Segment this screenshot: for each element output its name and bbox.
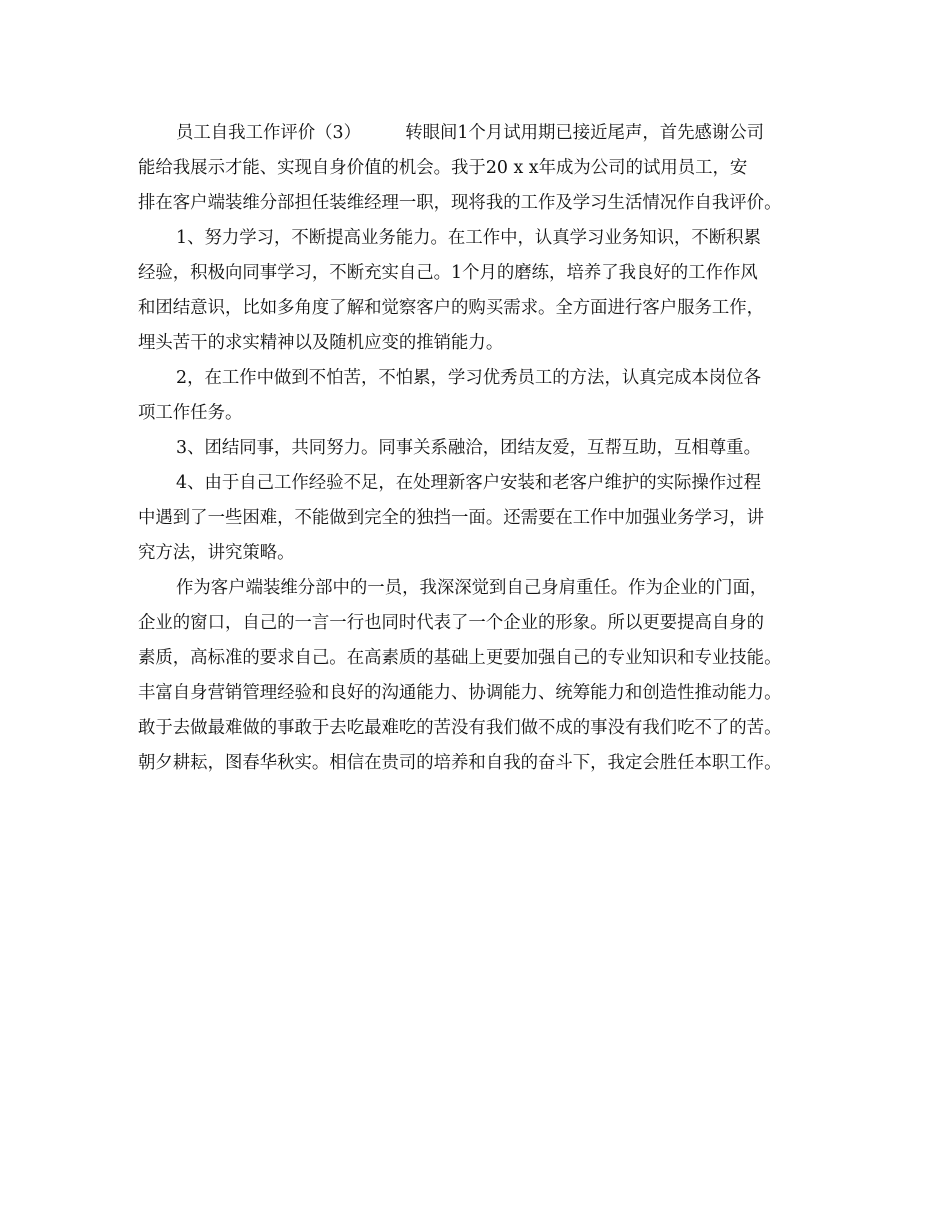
text-line: 素质，高标准的要求自己。在高素质的基础上更要加强自己的专业知识和专业技能。 <box>138 648 782 668</box>
text-line: 企业的窗口，自己的一言一行也同时代表了一个企业的形象。所以更要提高自身的 <box>138 613 765 633</box>
text-line: 能给我展示才能、实现自身价值的机会。我于20 x x年成为公司的试用员工，安 <box>138 158 748 178</box>
text-line: 埋头苦干的求实精神以及随机应变的推销能力。 <box>138 333 504 353</box>
text-line: 排在客户端装维分部担任装维经理一职，现将我的工作及学习生活情况作自我评价。 <box>138 193 782 213</box>
text-line: 丰富自身营销管理经验和良好的沟通能力、协调能力、统筹能力和创造性推动能力。 <box>138 683 782 703</box>
text-line: 3、团结同事，共同努力。同事关系融洽，团结友爱，互帮互助，互相尊重。 <box>176 438 761 458</box>
text-line: 2，在工作中做到不怕苦，不怕累，学习优秀员工的方法，认真完成本岗位各 <box>176 368 761 388</box>
text-line: 中遇到了一些困难，不能做到完全的独挡一面。还需要在工作中加强业务学习，讲 <box>138 508 765 528</box>
text-line: 究方法，讲究策略。 <box>138 543 295 563</box>
text-line: 员工自我工作评价（3） 转眼间1个月试用期已接近尾声，首先感谢公司 <box>176 123 765 143</box>
text-line: 朝夕耕耘，图春华秋实。相信在贵司的培养和自我的奋斗下，我定会胜任本职工作。 <box>138 753 782 773</box>
text-line: 和团结意识，比如多角度了解和觉察客户的购买需求。全方面进行客户服务工作， <box>138 298 765 318</box>
text-line: 经验，积极向同事学习，不断充实自己。1个月的磨练，培养了我良好的工作作风 <box>138 263 758 283</box>
text-line: 作为客户端装维分部中的一员，我深深觉到自己身肩重任。作为企业的门面， <box>176 578 768 598</box>
text-line: 项工作任务。 <box>138 403 243 423</box>
text-line: 敢于去做最难做的事敢于去吃最难吃的苦没有我们做不成的事没有我们吃不了的苦。 <box>138 718 782 738</box>
text-line: 1、努力学习，不断提高业务能力。在工作中，认真学习业务知识，不断积累 <box>176 228 761 248</box>
text-line: 4、由于自己工作经验不足，在处理新客户安装和老客户维护的实际操作过程 <box>176 473 761 493</box>
